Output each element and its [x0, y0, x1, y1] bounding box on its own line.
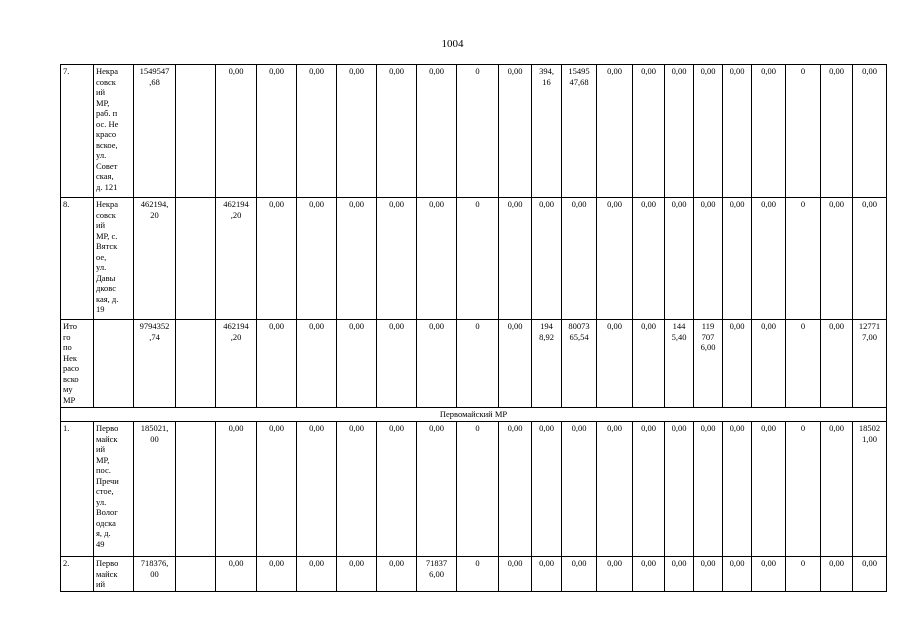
value-cell: 0,00 [821, 198, 853, 320]
value-cell: 0,00 [723, 65, 752, 198]
value-cell: 0,00 [532, 557, 562, 592]
value-cell: 0,00 [752, 320, 786, 408]
value-cell: 0,00 [337, 65, 377, 198]
value-cell: 144 5,40 [665, 320, 694, 408]
value-cell: 0 [786, 320, 821, 408]
value-cell: 0,00 [216, 65, 257, 198]
value-cell: 0,00 [257, 198, 297, 320]
value-cell: 718376, 00 [134, 557, 176, 592]
value-cell: 0 [457, 320, 499, 408]
value-cell: 0,00 [562, 422, 597, 557]
data-table [60, 64, 887, 592]
value-cell: 0,00 [417, 65, 457, 198]
value-cell: 0,00 [723, 198, 752, 320]
row-number-cell: 2. [61, 557, 94, 592]
value-cell: 0,00 [694, 557, 723, 592]
value-cell: 0,00 [853, 65, 887, 198]
value-cell: 12771 7,00 [853, 320, 887, 408]
value-cell: 0,00 [337, 198, 377, 320]
value-cell [176, 198, 216, 320]
value-cell: 0,00 [633, 320, 665, 408]
value-cell: 0 [786, 198, 821, 320]
value-cell: 15495 47,68 [562, 65, 597, 198]
value-cell: 0,00 [694, 198, 723, 320]
total-row [61, 320, 887, 408]
value-cell: 0,00 [337, 422, 377, 557]
value-cell: 0 [457, 422, 499, 557]
value-cell: 0,00 [694, 65, 723, 198]
value-cell: 0,00 [597, 65, 633, 198]
table-row [61, 198, 887, 320]
value-cell: 0,00 [377, 557, 417, 592]
value-cell: 0,00 [723, 320, 752, 408]
total-label-cell: Ито го по Нек расо вско му МР [61, 320, 94, 408]
value-cell: 0,00 [417, 320, 457, 408]
value-cell: 0,00 [597, 198, 633, 320]
value-cell: 0,00 [665, 557, 694, 592]
value-cell: 0,00 [297, 65, 337, 198]
value-cell: 0,00 [562, 198, 597, 320]
value-cell: 0 [786, 65, 821, 198]
value-cell: 0,00 [257, 422, 297, 557]
value-cell: 0,00 [417, 198, 457, 320]
table-row [61, 557, 887, 592]
value-cell: 0,00 [752, 198, 786, 320]
value-cell: 0,00 [297, 557, 337, 592]
value-cell: 0,00 [499, 320, 532, 408]
value-cell: 0,00 [297, 198, 337, 320]
value-cell: 0 [457, 198, 499, 320]
row-number-cell: 8. [61, 198, 94, 320]
value-cell: 119 707 6,00 [694, 320, 723, 408]
value-cell: 0,00 [633, 65, 665, 198]
value-cell: 0,00 [723, 557, 752, 592]
value-cell: 0,00 [337, 320, 377, 408]
value-cell: 0 [457, 65, 499, 198]
value-cell: 0,00 [257, 557, 297, 592]
value-cell: 0,00 [821, 320, 853, 408]
value-cell: 71837 6,00 [417, 557, 457, 592]
address-cell: Перво майск ий МР, пос. Пречи стое, ул. Волог одска я, д. 49 [94, 422, 134, 557]
value-cell: 0,00 [665, 65, 694, 198]
value-cell: 0,00 [752, 422, 786, 557]
value-cell: 0,00 [377, 422, 417, 557]
value-cell: 462194 ,20 [216, 320, 257, 408]
value-cell: 0,00 [633, 422, 665, 557]
value-cell: 0,00 [499, 422, 532, 557]
value-cell: 0,00 [821, 65, 853, 198]
value-cell: 0,00 [337, 557, 377, 592]
value-cell [176, 422, 216, 557]
value-cell: 0,00 [723, 422, 752, 557]
value-cell: 0,00 [377, 320, 417, 408]
value-cell: 0,00 [216, 422, 257, 557]
section-title: Первомайский МР [61, 408, 887, 422]
value-cell: 0 [786, 557, 821, 592]
value-cell: 0,00 [821, 422, 853, 557]
address-cell: Некра совск ий МР, раб. п ос. Не красо вское, ул. Совет ская, д. 121 [94, 65, 134, 198]
value-cell: 0,00 [297, 422, 337, 557]
value-cell: 0,00 [633, 557, 665, 592]
value-cell: 462194, 20 [134, 198, 176, 320]
value-cell: 0,00 [821, 557, 853, 592]
value-cell [176, 320, 216, 408]
value-cell: 0,00 [499, 65, 532, 198]
row-number-cell: 7. [61, 65, 94, 198]
address-cell [94, 320, 134, 408]
value-cell: 0,00 [417, 422, 457, 557]
table-row [61, 422, 887, 557]
address-cell: Некра совск ий МР, с. Вятск ое, ул. Давы дковс кая, д. 19 [94, 198, 134, 320]
value-cell: 0,00 [853, 557, 887, 592]
value-cell: 0,00 [665, 198, 694, 320]
value-cell: 0,00 [562, 557, 597, 592]
value-cell: 0,00 [499, 198, 532, 320]
value-cell: 18502 1,00 [853, 422, 887, 557]
value-cell: 394, 16 [532, 65, 562, 198]
value-cell: 185021, 00 [134, 422, 176, 557]
value-cell [176, 557, 216, 592]
value-cell: 462194 ,20 [216, 198, 257, 320]
value-cell: 0,00 [532, 422, 562, 557]
value-cell: 0 [457, 557, 499, 592]
value-cell: 0,00 [377, 198, 417, 320]
value-cell: 0,00 [532, 198, 562, 320]
value-cell: 194 8,92 [532, 320, 562, 408]
value-cell: 9794352 ,74 [134, 320, 176, 408]
value-cell: 0,00 [633, 198, 665, 320]
value-cell: 0,00 [694, 422, 723, 557]
value-cell: 1549547 ,68 [134, 65, 176, 198]
page-number: 1004 [441, 38, 464, 50]
value-cell: 80073 65,54 [562, 320, 597, 408]
value-cell: 0,00 [216, 557, 257, 592]
address-cell: Перво майск ий [94, 557, 134, 592]
value-cell: 0,00 [597, 320, 633, 408]
value-cell: 0,00 [297, 320, 337, 408]
value-cell: 0,00 [597, 422, 633, 557]
value-cell: 0,00 [752, 557, 786, 592]
value-cell: 0,00 [377, 65, 417, 198]
value-cell: 0,00 [853, 198, 887, 320]
value-cell: 0,00 [665, 422, 694, 557]
value-cell: 0 [786, 422, 821, 557]
table-row [61, 65, 887, 198]
value-cell: 0,00 [499, 557, 532, 592]
value-cell [176, 65, 216, 198]
row-number-cell: 1. [61, 422, 94, 557]
value-cell: 0,00 [257, 65, 297, 198]
section-header-row [61, 408, 887, 422]
value-cell: 0,00 [597, 557, 633, 592]
value-cell: 0,00 [257, 320, 297, 408]
value-cell: 0,00 [752, 65, 786, 198]
